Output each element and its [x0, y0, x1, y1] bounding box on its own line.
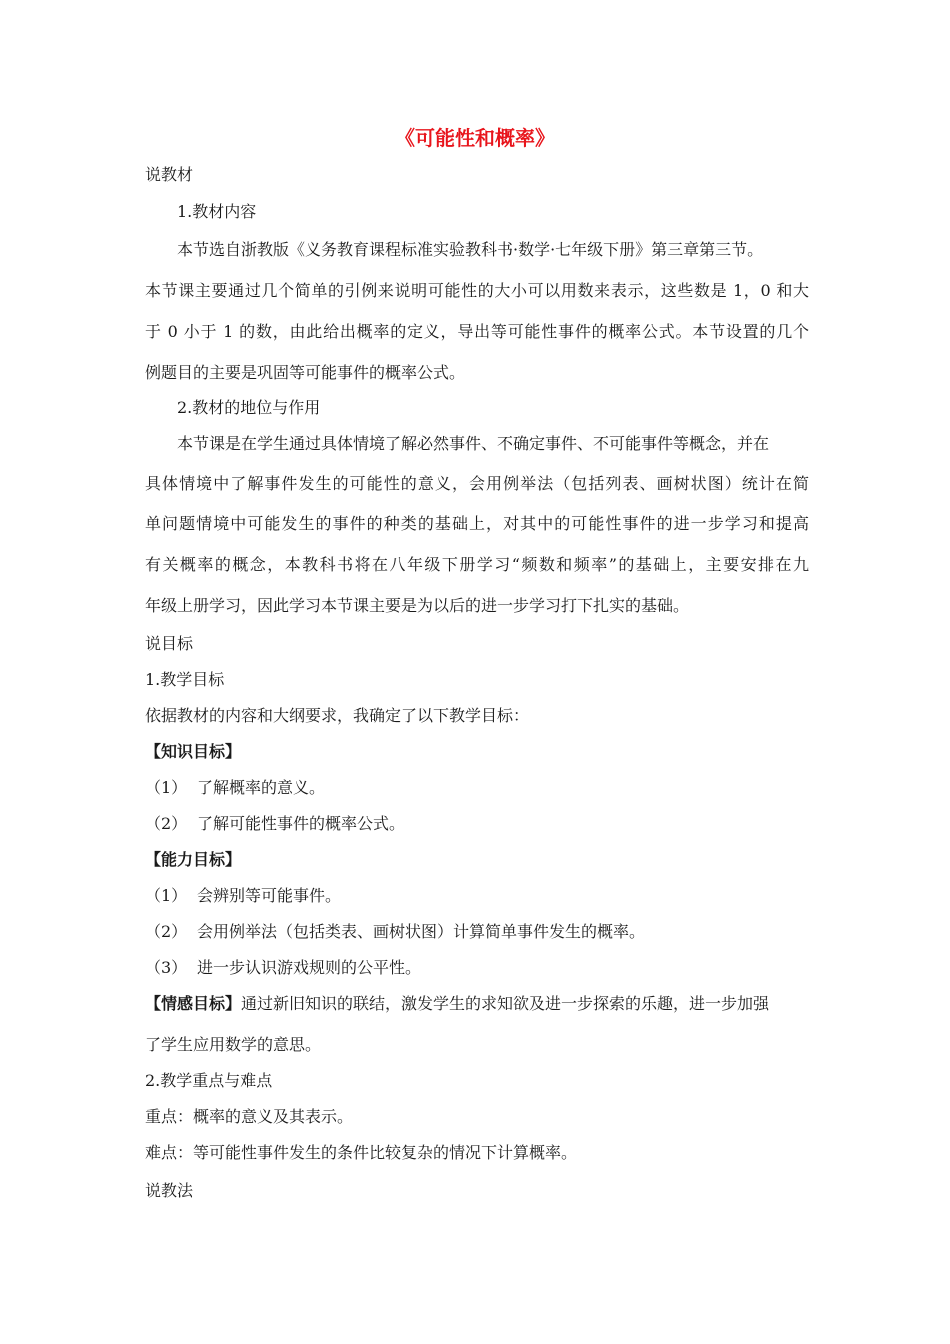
list-item	[145, 886, 341, 906]
knowledge-objectives-label: 【知识目标】	[145, 742, 242, 761]
list-item-number: （2）	[145, 922, 188, 941]
paragraph-line: 于 0 小于 1 的数，由此给出概率的定义，导出等可能性事件的概率公式。本节设置的几个	[145, 322, 809, 341]
ability-objectives-label: 【能力目标】	[145, 850, 242, 869]
paragraph-line: 具体情境中了解事件发生的可能性的意义，会用例举法（包括列表、画树状图）统计在简	[145, 474, 809, 493]
list-item-text: 进一步认识游戏规则的公平性。	[197, 958, 422, 977]
list-item-number: （1）	[145, 778, 188, 797]
paragraph-line: 本节选自浙教版《义务教育课程标准实验教科书·数学·七年级下册》第三章第三节。	[177, 240, 764, 259]
emotion-objectives-text: 通过新旧知识的联结，激发学生的求知欲及进一步探索的乐趣，进一步加强	[241, 994, 770, 1013]
paragraph-line: 年级上册学习，因此学习本节课主要是为以后的进一步学习打下扎实的基础。	[145, 596, 690, 615]
subheading-key-difficult: 2.教学重点与难点	[145, 1071, 273, 1090]
paragraph-line: 单问题情境中可能发生的事件的种类的基础上，对其中的可能性事件的进一步学习和提高	[145, 514, 809, 533]
list-item-text: 了解概率的意义。	[197, 778, 326, 797]
key-point: 重点：概率的意义及其表示。	[145, 1107, 354, 1126]
list-item-text: 会辨别等可能事件。	[197, 886, 342, 905]
section-heading-objectives: 说目标	[145, 634, 194, 653]
list-item	[145, 814, 405, 834]
emotion-objectives-label: 【情感目标】	[145, 994, 242, 1013]
paragraph-line: 本节课是在学生通过具体情境了解必然事件、不确定事件、不可能事件等概念，并在	[177, 434, 770, 453]
difficulty-point: 难点：等可能性事件发生的条件比较复杂的情况下计算概率。	[145, 1143, 578, 1162]
list-item	[145, 958, 421, 978]
section-heading-teaching-material: 说教材	[145, 165, 194, 184]
paragraph-line: 例题目的主要是巩固等可能事件的概率公式。	[145, 363, 466, 382]
paragraph-line: 有关概率的概念，本教科书将在八年级下册学习“频数和频率”的基础上，主要安排在九	[145, 555, 809, 574]
list-item-number: （2）	[145, 814, 188, 833]
subheading-teaching-objectives: 1.教学目标	[145, 670, 225, 689]
objectives-intro: 依据教材的内容和大纲要求，我确定了以下教学目标：	[145, 706, 530, 725]
list-item	[145, 778, 325, 798]
emotion-objectives-text-cont: 了学生应用数学的意思。	[145, 1035, 322, 1054]
list-item-text: 会用例举法（包括类表、画树状图）计算简单事件发生的概率。	[197, 922, 646, 941]
subheading-material-role: 2.教材的地位与作用	[177, 398, 321, 417]
emotion-objectives-line	[145, 994, 769, 1014]
paragraph-line: 本节课主要通过几个简单的引例来说明可能性的大小可以用数来表示，这些数是 1，0 和大	[145, 281, 809, 300]
document-title: 《可能性和概率》	[395, 126, 555, 150]
list-item	[145, 922, 645, 942]
subheading-material-content: 1.教材内容	[177, 202, 257, 221]
list-item-number: （1）	[145, 886, 188, 905]
list-item-number: （3）	[145, 958, 188, 977]
list-item-text: 了解可能性事件的概率公式。	[197, 814, 406, 833]
section-heading-method: 说教法	[145, 1181, 194, 1200]
